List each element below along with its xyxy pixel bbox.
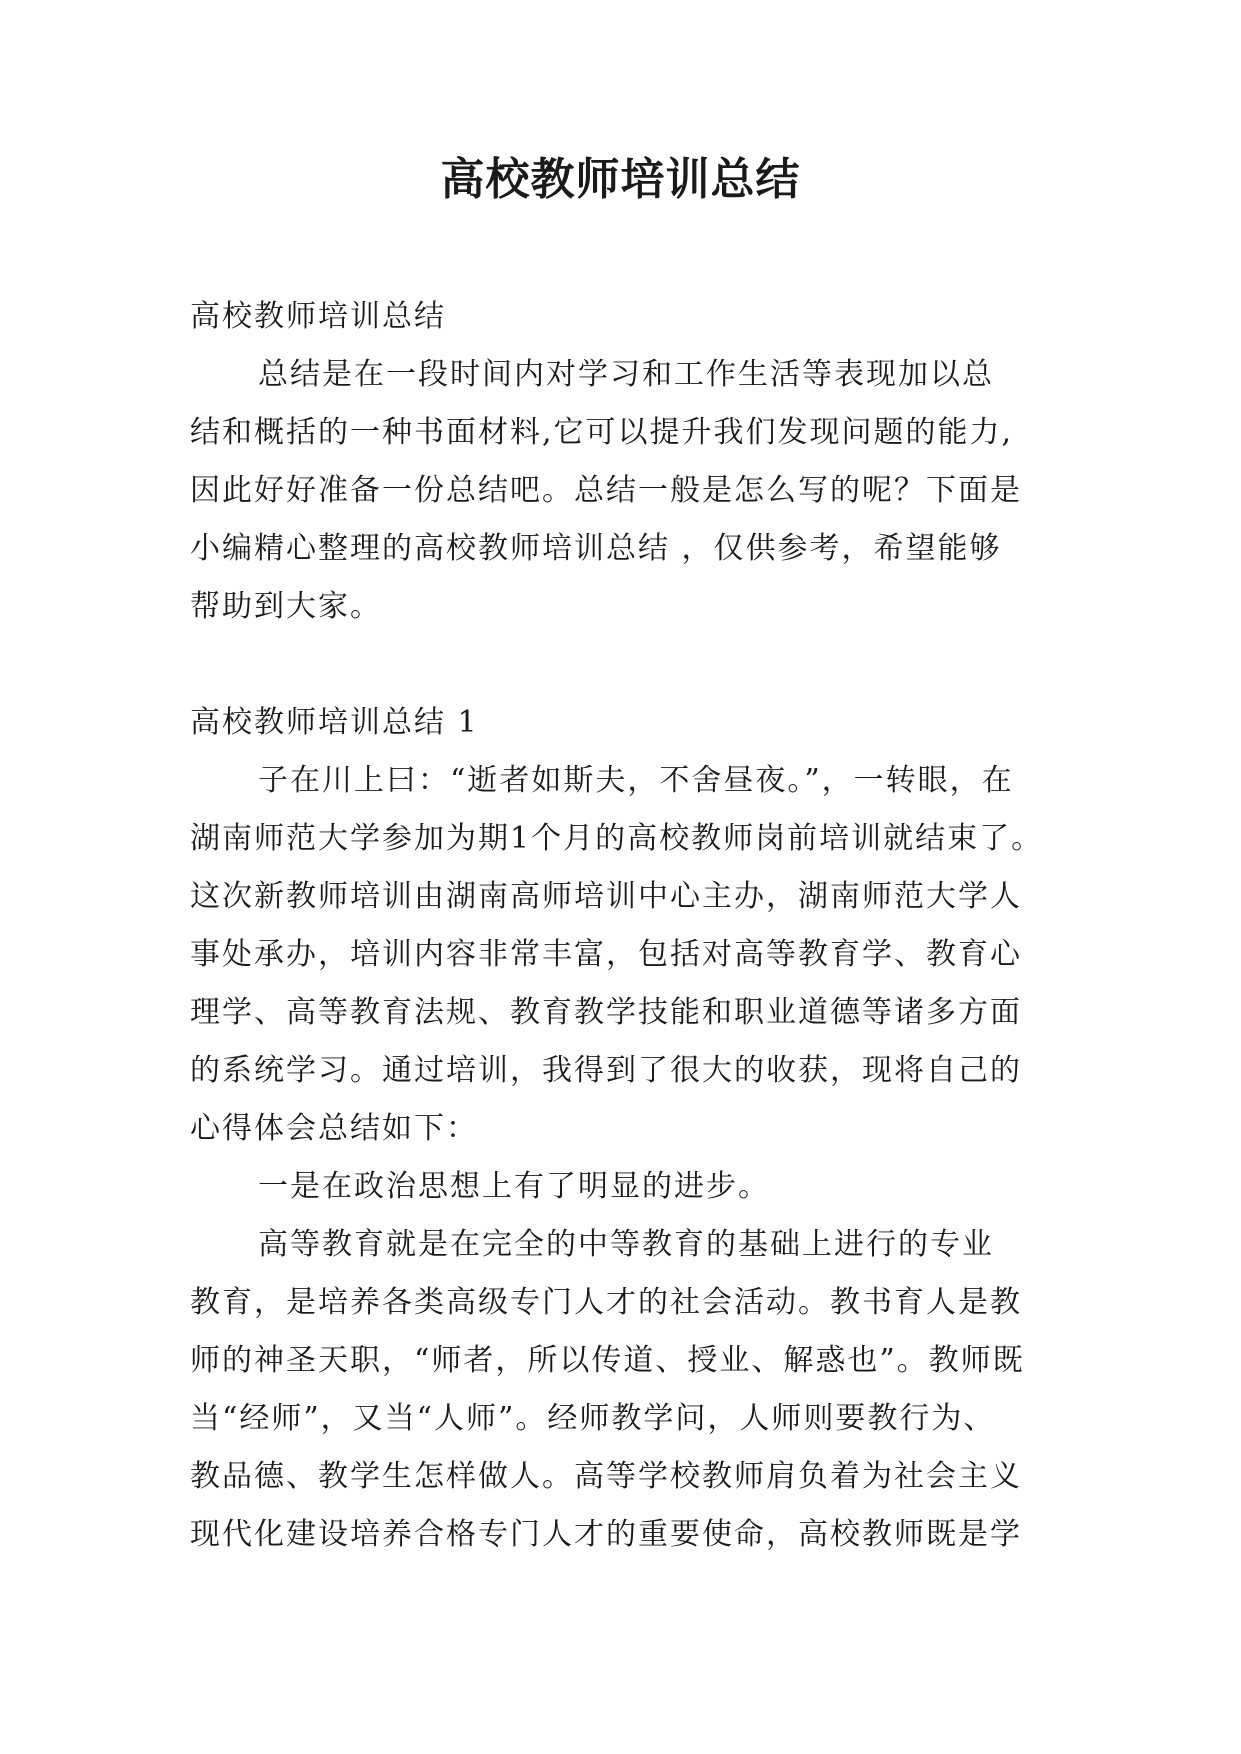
part1-point-1: 一是在政治思想上有了明显的进步。: [258, 1169, 770, 1204]
paragraph-line: 当“经师”，又当“人师”。经师教学问，人师则要教行为、: [190, 1401, 996, 1436]
paragraph-line: 结和概括的一种书面材料,它可以提升我们发现问题的能力,: [190, 415, 1014, 450]
paragraph-line: 高等教育就是在完全的中等教育的基础上进行的专业: [258, 1227, 994, 1262]
blank-line: [190, 636, 1060, 694]
paragraph-line: 帮助到大家。: [190, 589, 382, 624]
paragraph-line: 心得体会总结如下：: [190, 1111, 478, 1146]
part1-paragraph-2: [190, 1216, 1060, 1564]
paragraph-line: 教品德、教学生怎样做人。高等学校教师肩负着为社会主义: [190, 1459, 1022, 1494]
paragraph-line: 师的神圣天职，“师者，所以传道、授业、解惑也”。教师既: [190, 1343, 1025, 1378]
document-title: 高校教师培训总结: [440, 154, 801, 205]
paragraph-line: 小编精心整理的高校教师培训总结 ，仅供参考，希望能够: [190, 531, 1002, 566]
paragraph-line: 子在川上曰：“逝者如斯夫，不舍昼夜。”，一转眼，在: [258, 763, 1014, 798]
paragraph-line: 总结是在一段时间内对学习和工作生活等表现加以总: [258, 357, 994, 392]
paragraph-line: 这次新教师培训由湖南高师培训中心主办，湖南师范大学人: [190, 879, 1022, 914]
paragraph-line: 现代化建设培养合格专门人才的重要使命，高校教师既是学: [190, 1517, 1022, 1552]
section-heading: 高校教师培训总结: [190, 299, 446, 334]
paragraph-line: 的系统学习。通过培训，我得到了很大的收获，现将自己的: [190, 1053, 1022, 1088]
paragraph-line: 湖南师范大学参加为期1个月的高校教师岗前培训就结束了。: [190, 821, 1044, 856]
part1-paragraph-1: [190, 752, 1060, 1158]
paragraph-line: 教育，是培养各类高级专门人才的社会活动。教书育人是教: [190, 1285, 1022, 1320]
paragraph-line: 事处承办，培训内容非常丰富，包括对高等教育学、教育心: [190, 937, 1022, 972]
paragraph-line: 理学、高等教育法规、教育教学技能和职业道德等诸多方面: [190, 995, 1022, 1030]
document-body: [190, 288, 1060, 1564]
part1-heading: 高校教师培训总结 1: [190, 705, 479, 740]
paragraph-line: 因此好好准备一份总结吧。总结一般是怎么写的呢？下面是: [190, 473, 1022, 508]
intro-paragraph: [190, 346, 1060, 636]
